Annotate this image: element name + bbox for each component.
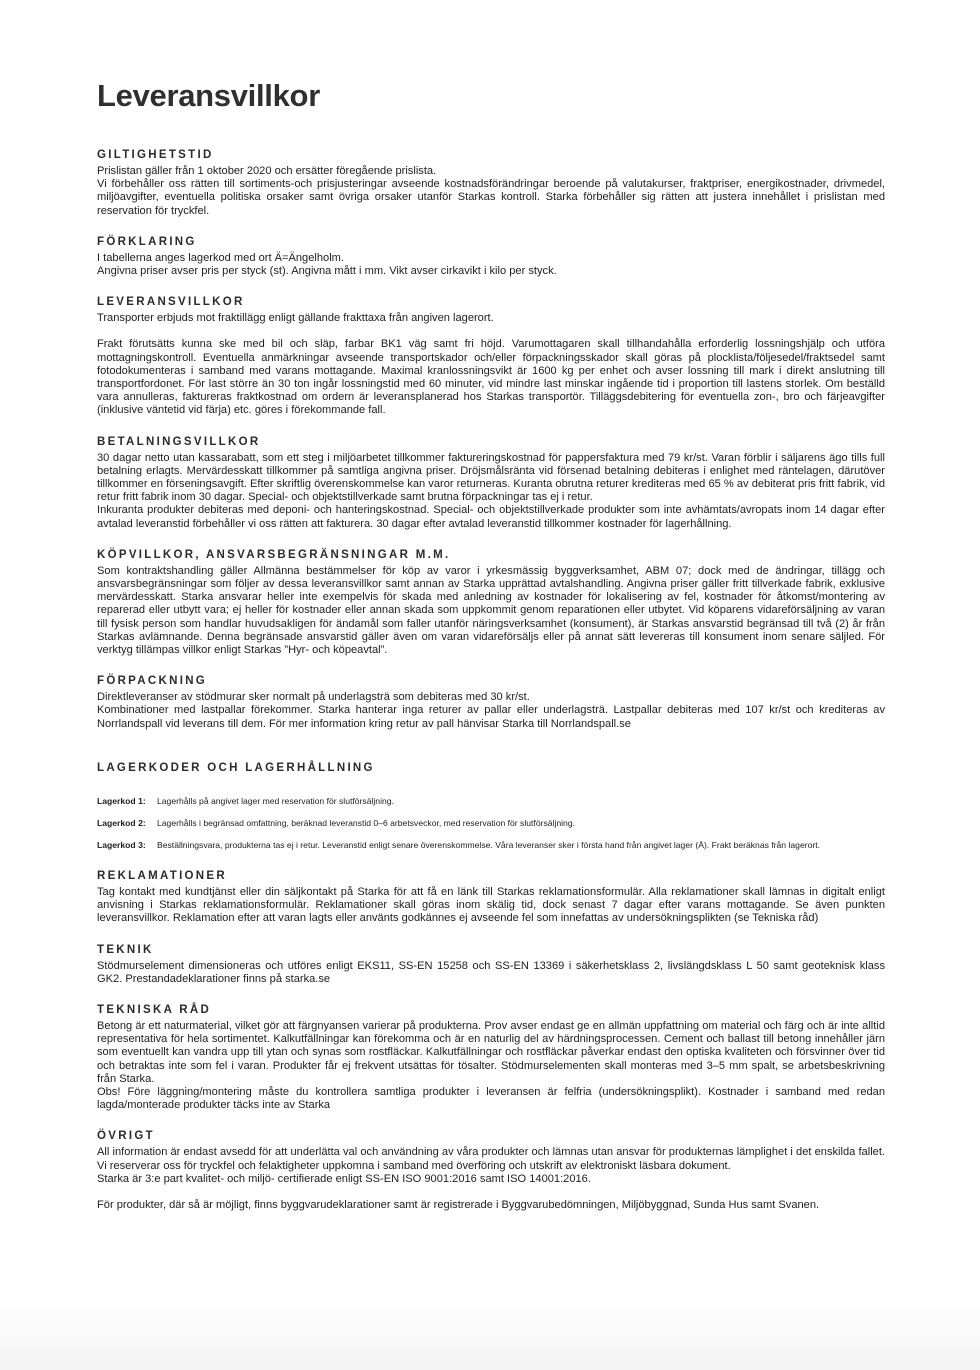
section-heading: REKLAMATIONER — [97, 869, 227, 882]
lagerkod-row — [97, 817, 885, 830]
paragraph: I tabellerna anges lagerkod med ort Ä=Ängelholm. — [97, 251, 344, 264]
paragraph: Starka är 3:e part kvalitet- och miljö- certifierade enligt SS-EN ISO 9001:2016 samt ISO 14001:2016. — [97, 1172, 591, 1185]
section-betalningsvillkor — [97, 435, 885, 531]
section-forklaring — [97, 235, 885, 278]
section-heading: TEKNISKA RÅD — [97, 1003, 212, 1016]
lagerkod-code: Lagerkod 2: — [97, 817, 146, 828]
section-heading: KÖPVILLKOR, ANSVARSBEGRÄNSNINGAR M.M. — [97, 548, 451, 561]
paragraph: All information är endast avsedd för att underlätta val och användning av våra produkter och lämnas utan ansvar för produkternas lämplighet i det enskilda fallet. Vi reserverar oss för tryckfel och felaktigheter uppkomna i samband med överföring och utskrift av elektroniskt läsbara dokument. — [97, 1146, 885, 1172]
page-bottom-shadow — [0, 1300, 980, 1370]
section-heading: TEKNIK — [97, 943, 154, 956]
paragraph: Frakt förutsätts kunna ske med bil och släp, farbar BK1 väg samt fri höjd. Varumottagaren skall tillhandahålla erforderlig lossningshjälp och utföra mottagningskontroll. Eventuella anmärkningar avseende transportskador och/eller förpackningsskador skall göras på plocklista/följesedel/fraktsedel samt fotodokumenteras i samband med varans mottagande. Maximal kranlossningsvikt är 1600 kg per enhet och avser lossning till mark i direkt anslutning till transportfordonet. För last större än 30 ton ingår lossningstid med 60 minuter, vid mindre last minskar ingående tid i proportion till lastens storlek. Om beställd vara annulleras, faktureras fraktkostnad om ordern är leveransplanerad hos Starkas transportör. Tilläggsdebitering för eventuella zon-, bro och färjeavgifter (inklusive väntetid vid färja) etc. göres i förekommande fall. — [97, 338, 885, 417]
section-teknik — [97, 943, 885, 986]
paragraph: 30 dagar netto utan kassarabatt, som ett steg i miljöarbetet tillkommer faktureringskostnad för pappersfaktura med 79 kr/st. Varan förblir i säljarens ägo tills full betalning erlagts. Mervärdesskatt tillkommer på samtliga angivna priser. Dröjsmålsränta vid försenad betalning debiteras i enlighet med räntelagen, därutöver tillkommer en förseningsavgift. Efter skriftlig överenskommelse kan varor returneras. Kuranta obrutna returer krediteras med 65 % av debiterat pris fritt fabrik, vid retur fritt fabrik inom 30 dagar. Special- och objektstillverkade samt brutna förpackningar tas ej i retur. — [97, 451, 885, 504]
section-forpackning — [97, 674, 885, 731]
section-giltighetstid — [97, 148, 885, 218]
paragraph: Vi förbehåller oss rätten till sortiments-och prisjusteringar avseende kostnadsförändringar beroende på valutakurser, fraktpriser, energikostnader, drivmedel, miljöavgifter, eventuella politiska orsaker samt övriga orsaker utanför Starkas kontroll. Starka förbehåller sig rätten att justera innehållet i prislistan med reservation för tryckfel. — [97, 178, 885, 217]
lagerkod-code: Lagerkod 3: — [97, 839, 146, 850]
paragraph: Transporter erbjuds mot fraktillägg enligt gällande frakttaxa från angiven lagerort. — [97, 312, 494, 325]
section-heading: ÖVRIGT — [97, 1130, 155, 1143]
lagerkod-code: Lagerkod 1: — [97, 795, 146, 806]
paragraph: Prislistan gäller från 1 oktober 2020 och ersätter föregående prislista. — [97, 165, 437, 177]
lagerkod-list — [97, 795, 885, 852]
section-kopvillkor — [97, 548, 885, 657]
section-heading: FÖRPACKNING — [97, 675, 208, 688]
lagerkod-text: Lagerhålls i begränsad omfattning, beräknad leveranstid 0–6 arbetsveckor, med reservation för slutförsäljning. — [157, 817, 575, 828]
section-heading: BETALNINGSVILLKOR — [97, 435, 261, 448]
paragraph: Stödmurselement dimensioneras och utföres enligt EKS11, SS-EN 15258 och SS-EN 13369 i säkerhetsklass 2, livslängdsklass L 50 samt geoteknisk klass GK2. Prestandadeklarationer finns på starka.se — [97, 959, 885, 985]
lagerkod-row — [97, 839, 885, 852]
paragraph: Tag kontakt med kundtjänst eller din säljkontakt på Starka för att få en länk till Starkas reklamationsformulär. Alla reklamationer skall lämnas in digitalt enligt anvisning i Starkas reklamationsformulär. Reklamationer skall göras inom skälig tid, dock senast 7 dagar efter varans mottagande. Se även punkten leveransvillkor. Reklamation efter att varan lagts eller använts godkännes ej avseende fel som innefattas av undersökningsplikten (se Tekniska råd) — [97, 885, 885, 925]
paragraph: Direktleveranser av stödmurar sker normalt på underlagsträ som debiteras med 30 kr/st. — [97, 691, 530, 704]
section-heading: GILTIGHETSTID — [97, 149, 214, 161]
section-tekniska-rad — [97, 1003, 885, 1112]
section-heading: FÖRKLARING — [97, 235, 197, 248]
section-ovrigt — [97, 1129, 885, 1212]
lagerkod-text: Beställningsvara, produkterna tas ej i retur. Leveranstid enligt senare överenskommelse. Våra leveranser sker i första hand från angivet lager (Ä). Frakt beräknas från lagerort. — [157, 839, 821, 850]
lagerkod-row — [97, 795, 885, 808]
section-reklamationer — [97, 869, 885, 926]
paragraph: Obs! Före läggning/montering måste du kontrollera samtliga produkter i leveransen är felfria (undersökningsplikt). Kostnader i samband med redan lagda/monterade produkter täcks inte av Starka — [97, 1085, 885, 1112]
document-page — [97, 78, 885, 1229]
section-heading: LAGERKODER OCH LAGERHÅLLNING — [97, 761, 375, 774]
lagerkod-text: Lagerhålls på angivet lager med reservation för slutförsäljning. — [157, 795, 394, 806]
paragraph: Inkuranta produkter debiteras med deponi- och hanteringskostnad. Special- och objektstillverkade produkter som inte avhämtats/avropats inom 14 dagar efter avtalad leveranstid förbehåller vi oss rätten att fakturera. 30 dagar efter avtalad leveranstid tillkommer kostnader för lagerhållning. — [97, 504, 885, 530]
paragraph: Kombinationer med lastpallar förekommer. Starka hanterar inga returer av pallar eller underlagsträ. Lastpallar debiteras med 107 kr/st och krediteras av Norrlandspall vid leverans till dem. För mer information kring retur av pall hänvisar Starka till Norrlandspall.se — [97, 704, 885, 730]
paragraph: Angivna priser avser pris per styck (st). Angivna mått i mm. Vikt avser cirkavikt i kilo per styck. — [97, 265, 557, 278]
paragraph: Som kontraktshandling gäller Allmänna bestämmelser för köp av varor i yrkesmässig byggverksamhet, ABM 07; dock med de ändringar, tillägg och ansvarsbegränsningar som följer av dessa leveransvillkor samt annan av Starka upprättad avtalshandling. Angivna priser gäller fritt tillverkade fabrik, exklusive mervärdesskatt. Starka ansvarar heller inte exempelvis för skada med anledning av kostnader för lokalisering av fel, kostnader för åtkomst/montering av reparerad eller utbytt vara; ej heller för kostnader eller annan skada som uppkommit genom reparationen eller utbytet. Vid köparens vidareförsäljning av varan till fysisk person som handlar huvudsakligen för ändamål som faller utanför näringsverksamhet (konsument), är Starkas ansvarstid begränsad till två (2) år från Starkas avlämnande. Denna begränsade ansvarstid gäller även om varan vidareförsäljs eller på annat sätt levereras till konsument inom senare säljled. För verktyg tillämpas villkor enligt Starkas ”Hyr- och köpeavtal”. — [97, 564, 885, 657]
paragraph: Betong är ett naturmaterial, vilket gör att färgnyansen varierar på produkterna. Prov avser endast ge en allmän uppfattning om material och färg och är inte alltid representativa för hela sortimentet. Kalkutfällningar kan förekomma och är en naturlig del av härdningsprocessen. Cement och ballast till betong innehåller järn som eventuellt kan vandra upp till ytan och synas som rostfläckar. Kalkutfällningar och rostfläckar påverkar endast den optiska kvaliteten och försvinner över tid och betraktas inte som fel i varan. Produkter får ej frekvent utsättas för tösalter. Stödmurselementen skall monteras med 3–5 mm spalt, se arbetsbeskrivning från Starka. — [97, 1019, 885, 1085]
page-title: Leveransvillkor — [97, 78, 320, 113]
paragraph: För produkter, där så är möjligt, finns byggvarudeklarationer samt är registrerade i Byggvarubedömningen, Miljöbyggnad, Sunda Hus samt Svanen. — [97, 1198, 820, 1211]
section-lagerkoder — [97, 761, 885, 852]
section-leveransvillkor — [97, 295, 885, 417]
section-heading: LEVERANSVILLKOR — [97, 296, 245, 309]
